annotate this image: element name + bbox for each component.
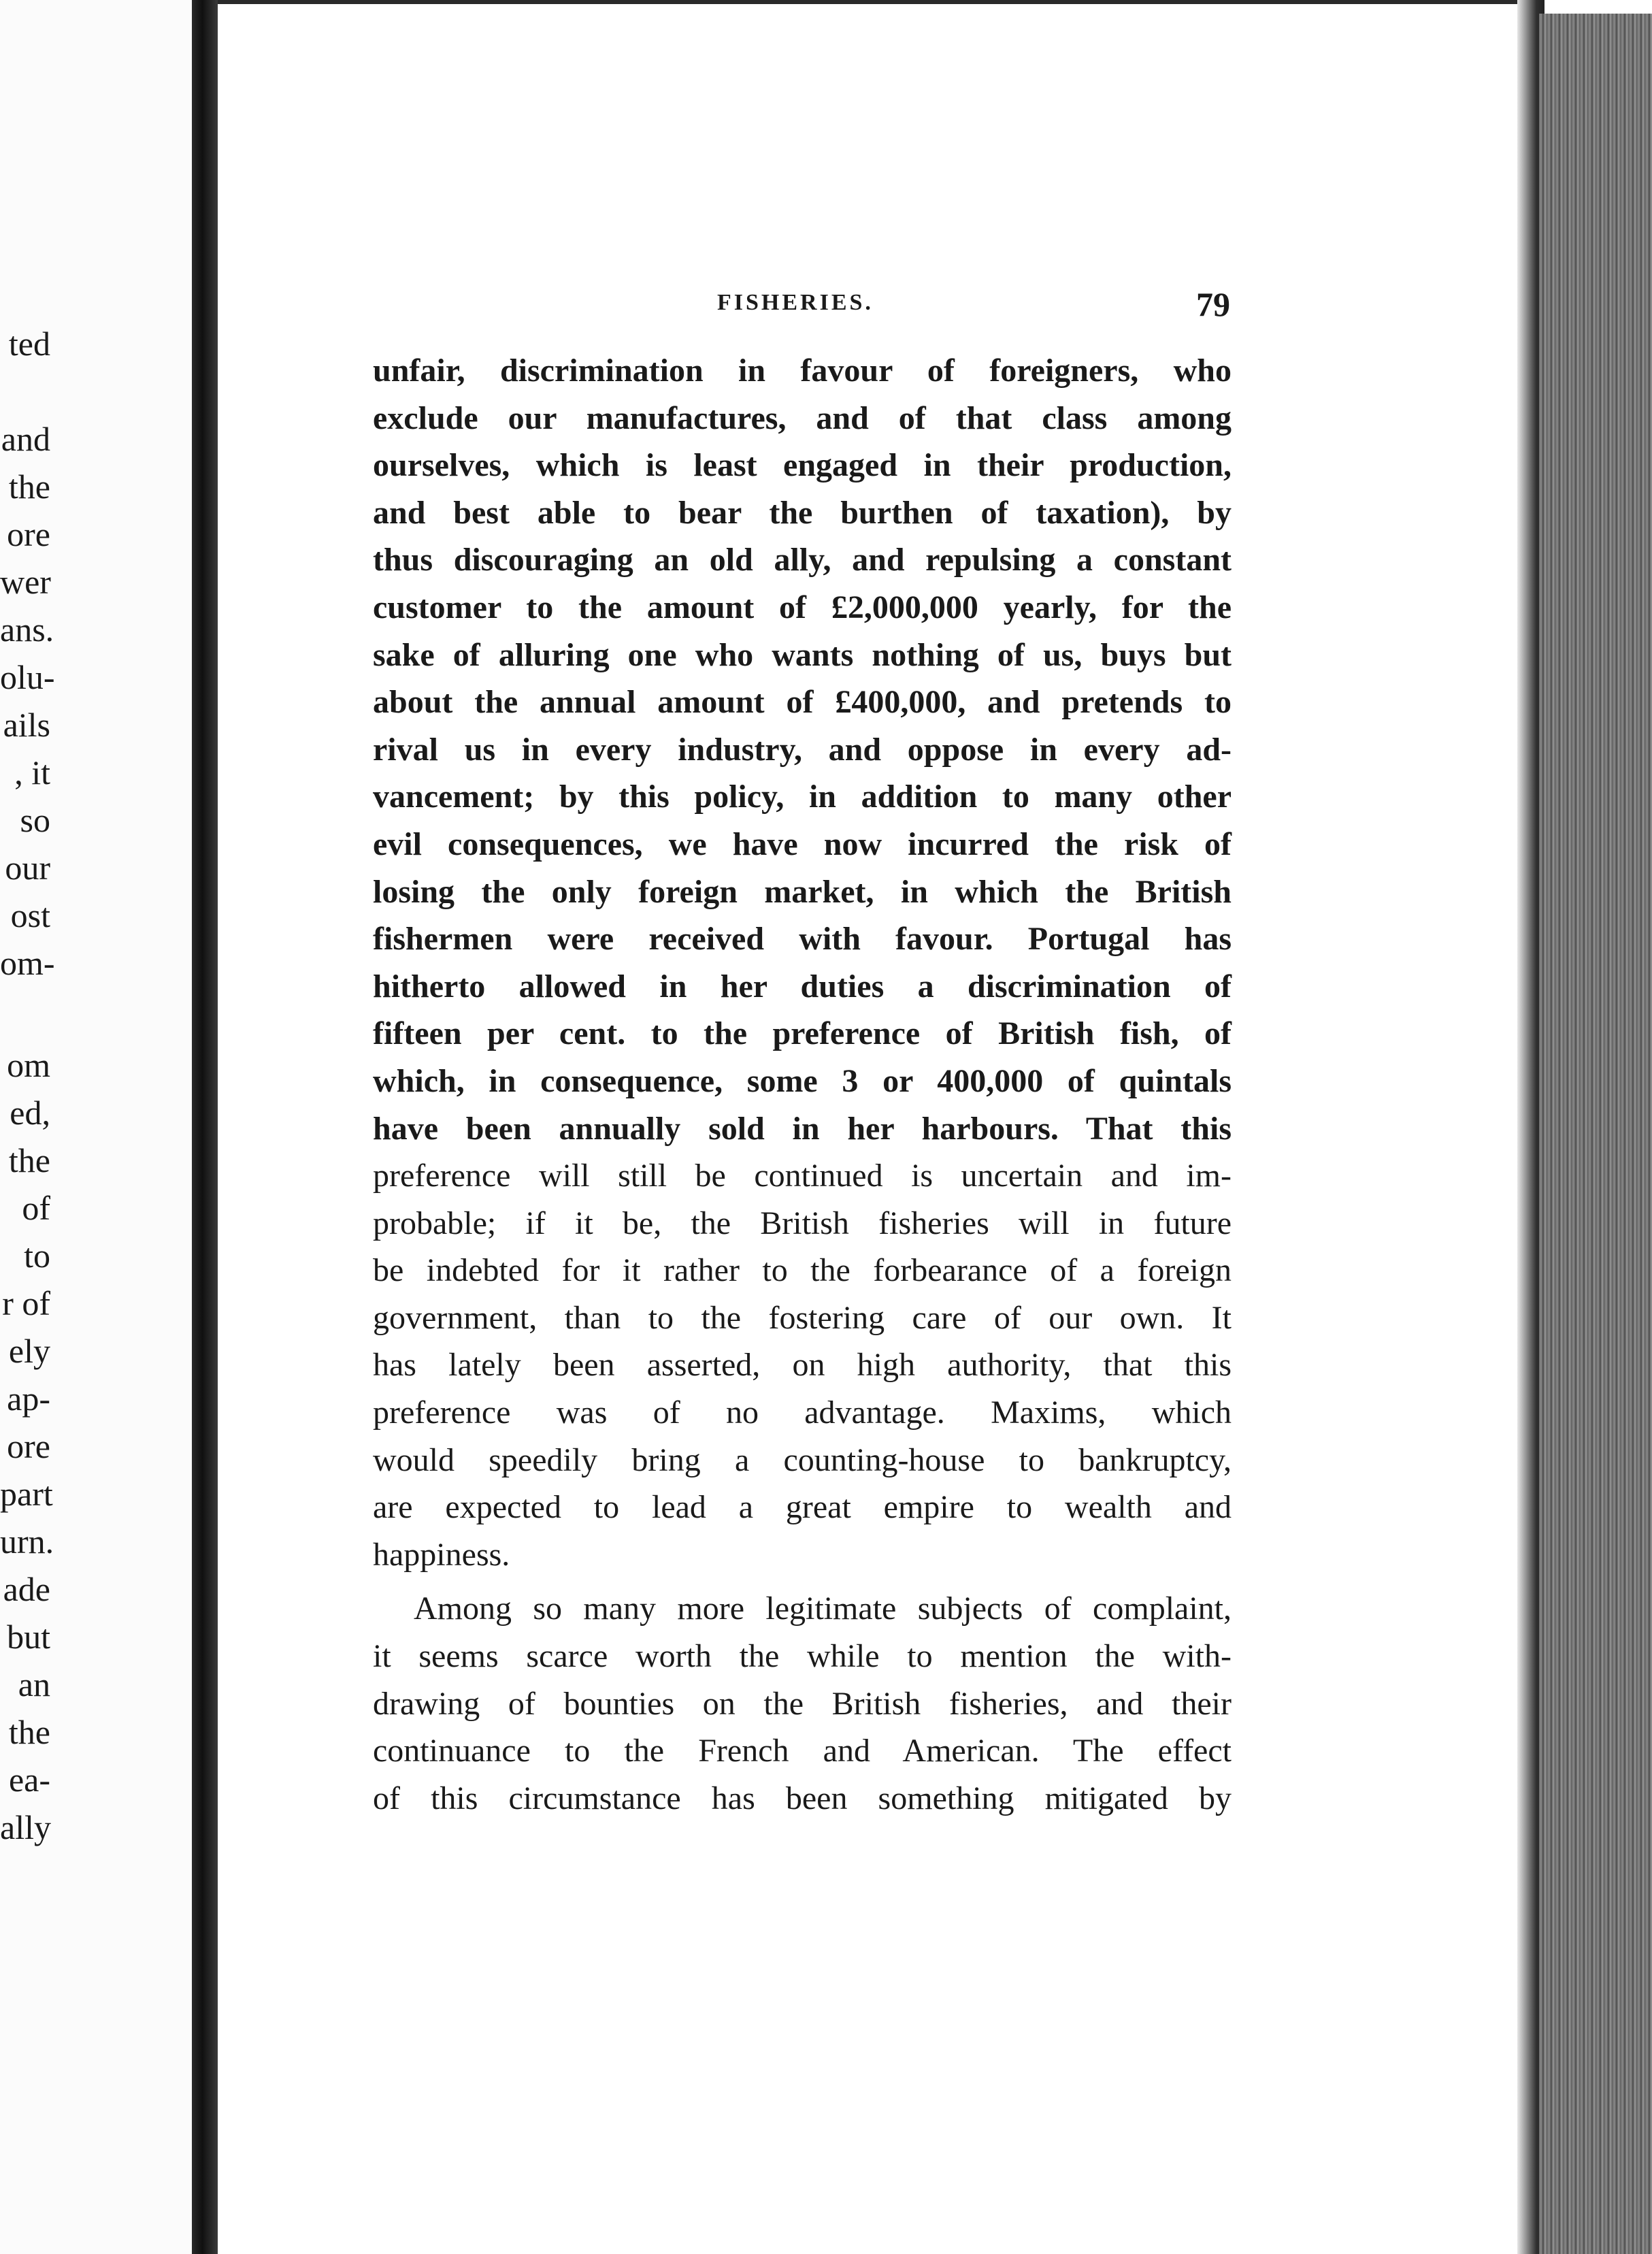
left-page-fragment: the <box>8 1141 50 1179</box>
left-page-fragment: our <box>5 849 50 887</box>
text-line: have been annually sold in her harbours. That this <box>373 1110 1232 1147</box>
top-edge-shadow <box>218 0 1517 4</box>
text-line: about the annual amount of £400,000, and pretends to <box>373 684 1232 721</box>
left-page-fragment: of <box>22 1189 50 1227</box>
left-page-fragment: urn. <box>0 1522 54 1561</box>
text-line: Among so many more legitimate subjects of complaint, <box>414 1590 1232 1627</box>
text-line: of this circumstance has been something mitigated by <box>373 1780 1232 1816</box>
left-page <box>0 0 192 2254</box>
paragraph-gap <box>373 1578 1232 1585</box>
left-page-fragment: ea- <box>8 1761 50 1799</box>
left-page-fragment: but <box>7 1618 50 1656</box>
left-page-fragment: so <box>20 801 50 839</box>
book-gutter <box>192 0 218 2254</box>
text-line: preference will still be continued is uncertain and im- <box>373 1158 1232 1194</box>
text-line: happiness. <box>373 1536 510 1573</box>
left-page-fragment: to <box>24 1237 50 1275</box>
left-page-fragment: om- <box>0 944 55 982</box>
left-page-fragment: ade <box>3 1570 50 1608</box>
left-page-fragment: ails <box>3 706 50 744</box>
text-line: which, in consequence, some 3 or 400,000 of quintals <box>373 1062 1232 1099</box>
left-page-fragment: the <box>8 1713 50 1751</box>
text-line: are expected to lead a great empire to wealth and <box>373 1489 1232 1526</box>
left-page-fragment: , it <box>14 753 50 791</box>
left-page-fragment: ans. <box>0 610 54 649</box>
left-page-fragment: ore <box>7 515 50 553</box>
text-line: fifteen per cent. to the preference of British fish, of <box>373 1015 1232 1052</box>
text-line: preference was of no advantage. Maxims, which <box>373 1394 1232 1431</box>
text-line: and best able to bear the burthen of taxation), by <box>373 494 1232 531</box>
left-page-fragment: ely <box>8 1332 50 1370</box>
left-page-fragment: ost <box>10 896 50 934</box>
left-page-fragment: wer <box>0 563 51 601</box>
left-page-fragment: ed, <box>10 1094 50 1132</box>
left-page-fragment: ap- <box>7 1379 50 1418</box>
text-line: customer to the amount of £2,000,000 yearly, for the <box>373 589 1232 625</box>
text-line: probable; if it be, the British fisheries will in future <box>373 1205 1232 1241</box>
left-page-fragment: ally <box>0 1808 51 1846</box>
text-line: unfair, discrimination in favour of foreigners, who <box>373 353 1232 389</box>
text-line: it seems scarce worth the while to mention the with- <box>373 1638 1232 1675</box>
text-line: would speedily bring a counting-house to bankruptcy, <box>373 1441 1232 1478</box>
running-head <box>373 284 1230 325</box>
text-line: exclude our manufactures, and of that class among <box>373 399 1232 436</box>
left-page-fragment: om <box>7 1046 50 1084</box>
left-page-fragment: the <box>8 468 50 506</box>
text-line: has lately been asserted, on high authority, that this <box>373 1347 1232 1384</box>
left-page-fragment: ore <box>7 1427 50 1465</box>
text-line: continuance to the French and American. The effect <box>373 1733 1232 1769</box>
left-page-fragment: ted <box>8 325 50 363</box>
left-page-fragment: olu- <box>0 658 55 696</box>
left-page-fragment: part <box>0 1475 53 1513</box>
text-line: losing the only foreign market, in which the British <box>373 873 1232 910</box>
text-line: government, than to the fostering care of our own. It <box>373 1299 1232 1336</box>
left-page-fragment: an <box>18 1665 50 1703</box>
left-page-fragment: and <box>1 420 50 458</box>
text-line: drawing of bounties on the British fisheries, and their <box>373 1685 1232 1722</box>
text-line: ourselves, which is least engaged in their production, <box>373 447 1232 484</box>
body-text <box>373 347 1232 1822</box>
text-line: hitherto allowed in her duties a discrimination of <box>373 968 1232 1004</box>
page-number: 79 <box>1196 285 1230 323</box>
text-line: vancement; by this policy, in addition to many other <box>373 779 1232 815</box>
text-line: evil consequences, we have now incurred the risk of <box>373 826 1232 862</box>
page-edges <box>1539 14 1652 2254</box>
running-head-title: FISHERIES. <box>717 290 874 315</box>
text-line: rival us in every industry, and oppose in every ad- <box>373 731 1232 768</box>
text-line: thus discouraging an old ally, and repulsing a constant <box>373 542 1232 578</box>
text-line: fishermen were received with favour. Portugal has <box>373 921 1232 958</box>
left-page-fragment: r of <box>2 1284 50 1322</box>
text-line: sake of alluring one who wants nothing of us, buys but <box>373 636 1232 673</box>
text-line: be indebted for it rather to the forbearance of a foreign <box>373 1252 1232 1289</box>
